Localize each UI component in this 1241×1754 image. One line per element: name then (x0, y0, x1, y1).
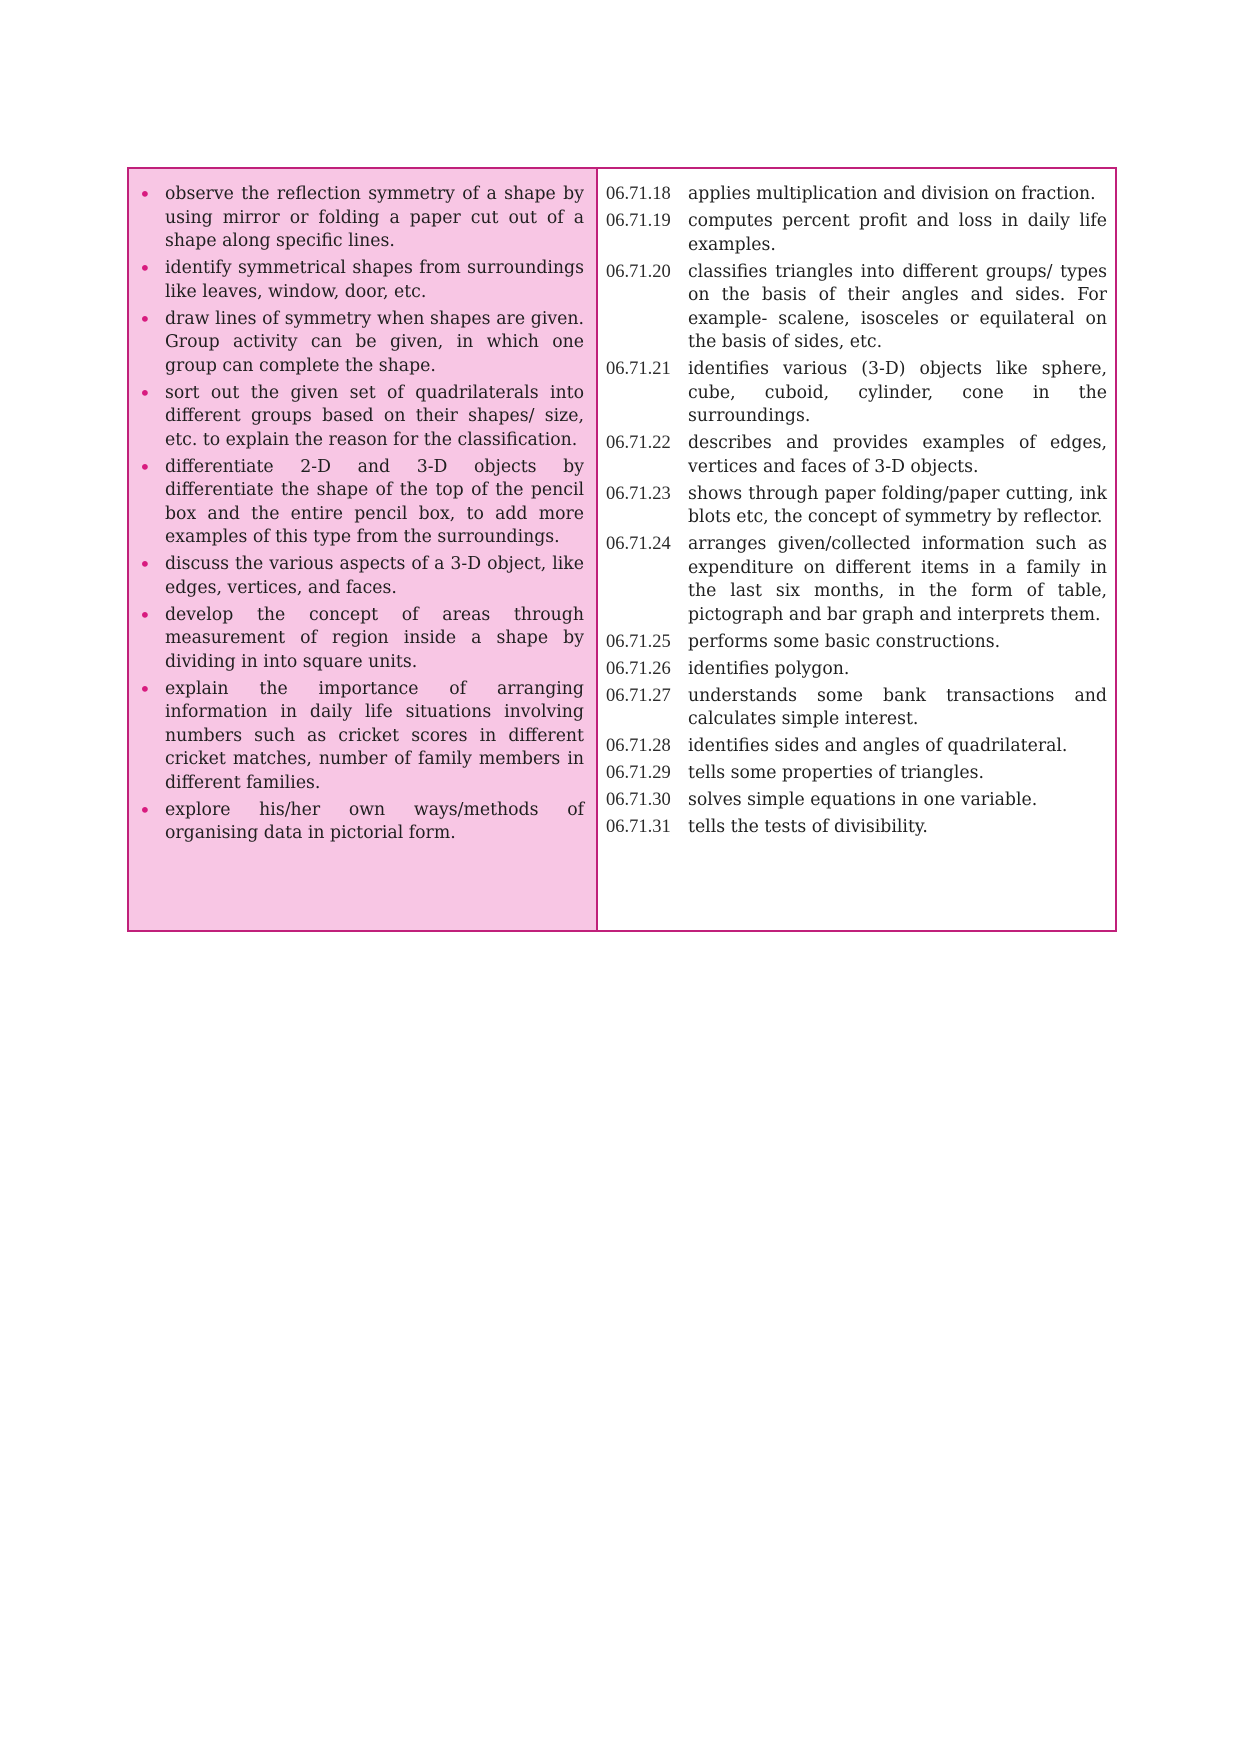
outcome-text: tells some properties of triangles. (688, 763, 984, 783)
pedagogy-list (137, 183, 584, 846)
pedagogy-item (137, 456, 584, 550)
pedagogy-item-text: develop the concept of areas through measurement of region inside a shape by dividing in into square units. (165, 604, 584, 672)
outcome-code: 06.71.23 (606, 483, 671, 504)
outcome-code: 06.71.28 (606, 736, 671, 756)
outcome-text: describes and provides examples of edges, vertices and faces of 3-D objects. (688, 433, 1107, 477)
outcome-code: 06.71.31 (606, 817, 671, 837)
pedagogy-item (137, 678, 584, 796)
learning-outcomes-column (598, 169, 1115, 930)
pedagogy-item-text: discuss the various aspects of a 3-D object, like edges, vertices, and faces. (165, 554, 584, 598)
outcome-item (606, 210, 1107, 257)
bullet-icon: • (139, 552, 151, 576)
pedagogy-item (137, 183, 584, 254)
bullet-icon: • (139, 256, 151, 280)
outcome-text: understands some bank transactions and calculates simple interest. (688, 685, 1107, 729)
outcome-text: identifies sides and angles of quadrilateral. (688, 736, 1068, 756)
outcome-item (606, 816, 1107, 840)
outcome-code: 06.71.20 (606, 261, 671, 282)
outcome-code: 06.71.18 (606, 184, 671, 204)
pedagogy-item-text: explore his/her own ways/methods of organising data in pictorial form. (165, 799, 584, 843)
pedagogy-item (137, 308, 584, 379)
outcome-code: 06.71.26 (606, 658, 671, 679)
outcome-text: arranges given/collected information such as expenditure on different items in a family in the last six months, in the form of table, pictograph and bar graph and interprets them. (688, 534, 1107, 625)
pedagogy-item (137, 553, 584, 600)
outcome-code: 06.71.22 (606, 433, 671, 453)
outcome-code: 06.71.21 (606, 359, 671, 379)
outcome-item (606, 735, 1107, 759)
learning-outcomes-table (127, 167, 1117, 932)
outcome-code: 06.71.30 (606, 790, 671, 810)
outcome-code: 06.71.29 (606, 763, 671, 783)
outcome-item (606, 261, 1107, 355)
outcome-code: 06.71.27 (606, 685, 671, 706)
bullet-icon: • (139, 306, 151, 331)
pedagogy-item (137, 604, 584, 675)
pedagogy-item (137, 382, 584, 453)
outcome-item (606, 789, 1107, 813)
outcome-text: computes percent profit and loss in daily life examples. (688, 211, 1107, 255)
pedagogy-item (137, 799, 584, 846)
pedagogy-item-text: identify symmetrical shapes from surroundings like leaves, window, door, etc. (165, 258, 584, 302)
outcome-text: classifies triangles into different groups/ types on the basis of their angles and sides. For example- scalene, isosceles or equilateral on the basis of sides, etc. (688, 261, 1107, 352)
outcome-item (606, 762, 1107, 786)
outcome-code: 06.71.25 (606, 631, 671, 652)
outcome-item (606, 685, 1107, 732)
pedagogy-item-text: sort out the given set of quadrilaterals into different groups based on their shapes/ size, etc. to explain the reason for the classification. (165, 382, 584, 450)
outcome-text: performs some basic constructions. (688, 631, 1001, 652)
outcome-code: 06.71.24 (606, 534, 671, 554)
outcome-item (606, 483, 1107, 530)
outcome-text: solves simple equations in one variable. (688, 790, 1038, 810)
outcome-text: tells the tests of divisibility. (688, 817, 928, 837)
outcome-text: shows through paper folding/paper cutting, ink blots etc, the concept of symmetry by reflector. (688, 483, 1107, 527)
pedagogy-item-text: draw lines of symmetry when shapes are given. Group activity can be given, in which one group can complete the shape. (165, 308, 584, 376)
pedagogy-item (137, 257, 584, 304)
outcome-item (606, 358, 1107, 429)
pedagogy-item-text: differentiate 2-D and 3-D objects by differentiate the shape of the top of the pencil box and the entire pencil box, to add more examples of this type from the surroundings. (165, 456, 584, 547)
outcome-text: identifies various (3-D) objects like sphere, cube, cuboid, cylinder, cone in the surroundings. (688, 359, 1107, 426)
bullet-icon: • (139, 380, 151, 405)
outcome-text: applies multiplication and division on fraction. (688, 184, 1096, 204)
outcome-code: 06.71.19 (606, 211, 671, 231)
outcome-item (606, 432, 1107, 479)
outcome-item (606, 183, 1107, 207)
outcome-item (606, 658, 1107, 682)
bullet-icon: • (139, 182, 151, 206)
bullet-icon: • (139, 676, 151, 701)
pedagogy-item-text: explain the importance of arranging information in daily life situations involving numbers such as cricket scores in different cricket matches, number of family members in different families. (165, 678, 584, 793)
outcome-list (606, 183, 1107, 840)
bullet-icon: • (139, 454, 151, 479)
pedagogical-processes-column (129, 169, 598, 930)
outcome-item (606, 631, 1107, 655)
outcome-item (606, 533, 1107, 627)
pedagogy-item-text: observe the reflection symmetry of a shape by using mirror or folding a paper cut out of a shape along specific lines. (165, 184, 584, 251)
outcome-text: identifies polygon. (688, 658, 850, 679)
bullet-icon: • (139, 797, 151, 822)
bullet-icon: • (139, 602, 151, 627)
